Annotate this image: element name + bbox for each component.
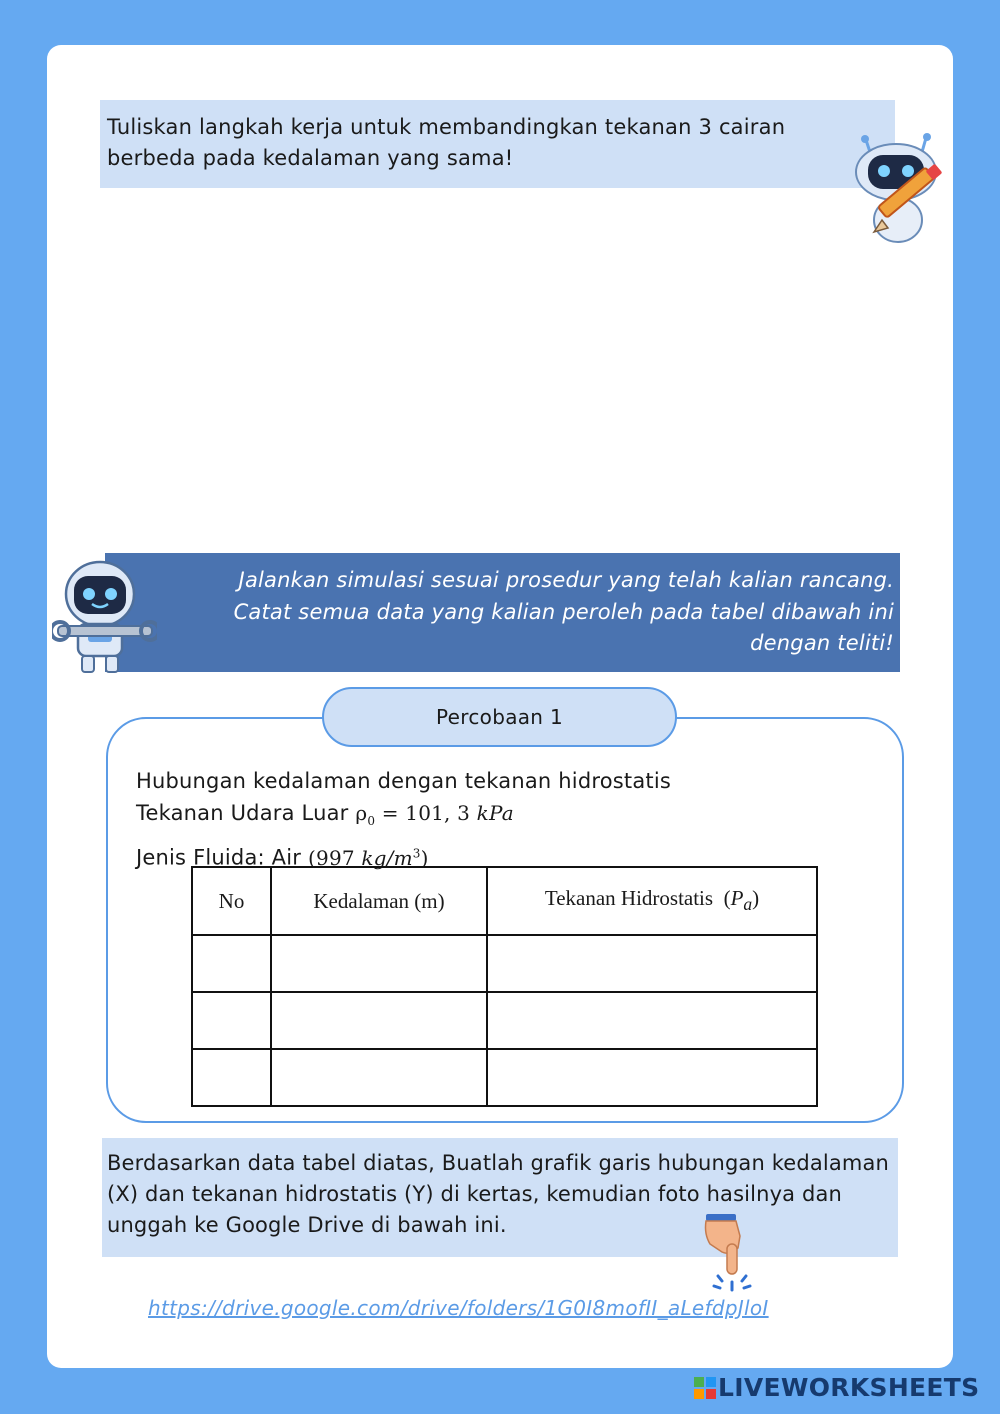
experiment-info [136, 765, 671, 874]
experiment-title: Percobaan 1 [322, 687, 677, 747]
instruction-text: Tuliskan langkah kerja untuk membandingkan tekanan 3 cairan berbeda pada kedalaman yang sama! [107, 115, 786, 170]
pressure-label: Tekanan Udara Luar [136, 801, 349, 825]
data-table [191, 866, 818, 1107]
pointing-hand-icon [700, 1214, 760, 1298]
pressure-formula: $\rho_0 = 101$, 3 kPa [355, 801, 514, 828]
table-row [192, 1049, 817, 1106]
header-pressure: Tekanan Hidrostatis $(P_a)$ [487, 867, 817, 935]
cell-depth[interactable] [271, 992, 487, 1049]
cell-depth[interactable] [271, 1049, 487, 1106]
liveworksheets-logo-icon [694, 1377, 716, 1399]
graph-instruction-box [102, 1138, 898, 1257]
table-row [192, 935, 817, 992]
cell-depth[interactable] [271, 935, 487, 992]
simulation-text [134, 565, 894, 660]
cell-pressure[interactable] [487, 1049, 817, 1106]
graph-instruction-text: Berdasarkan data tabel diatas, Buatlah grafik garis hubungan kedalaman (X) dan tekanan hidrostatis (Y) di kertas, kemudian foto hasilnya dan unggah ke Google Drive di bawah ini. [107, 1151, 889, 1237]
robot-wrench-icon [52, 558, 157, 676]
answer-area[interactable] [100, 200, 895, 535]
table-header-row [192, 867, 817, 935]
simulation-instruction-box [105, 553, 900, 672]
simulation-line-1: Jalankan simulasi sesuai prosedur yang telah kalian rancang. [238, 568, 894, 592]
fluid-label: Jenis Fluida: Air [136, 845, 302, 870]
cell-no[interactable] [192, 992, 271, 1049]
cell-no[interactable] [192, 935, 271, 992]
liveworksheets-brand [694, 1373, 979, 1402]
simulation-line-3: dengan teliti! [750, 631, 894, 655]
pressure-line [136, 797, 671, 837]
cell-pressure[interactable] [487, 935, 817, 992]
cell-pressure[interactable] [487, 992, 817, 1049]
google-drive-link[interactable]: https://drive.google.com/drive/folders/1G0I8mofII_aLefdpJloI [148, 1296, 769, 1320]
header-no: No [192, 867, 271, 935]
simulation-line-2: Catat semua data yang kalian peroleh pada tabel dibawah ini [233, 599, 894, 624]
header-depth: Kedalaman (m) [271, 867, 487, 935]
table-row [192, 992, 817, 1049]
fluid-density: (997 $kg/m^3$) [308, 845, 429, 870]
instruction-box [100, 100, 895, 188]
cell-no[interactable] [192, 1049, 271, 1106]
experiment-heading: Hubungan kedalaman dengan tekanan hidrostatis [136, 769, 672, 793]
brand-name: LIVEWORKSHEETS [718, 1373, 980, 1402]
